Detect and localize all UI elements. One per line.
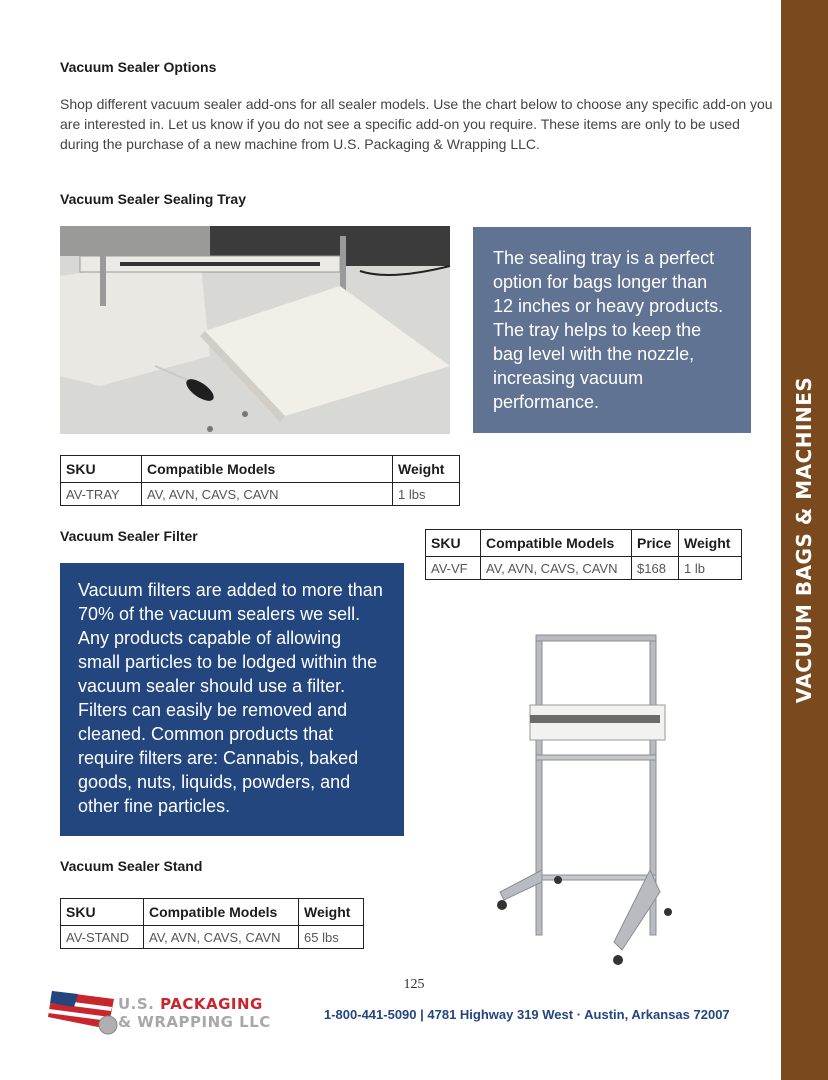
column-header: Price bbox=[632, 530, 679, 557]
table-cell: AV, AVN, CAVS, CAVN bbox=[144, 926, 299, 949]
column-header: SKU bbox=[426, 530, 481, 557]
column-header: SKU bbox=[61, 456, 142, 483]
table-cell: 1 lbs bbox=[393, 483, 460, 506]
column-header: Weight bbox=[393, 456, 460, 483]
column-header: Weight bbox=[679, 530, 742, 557]
options-heading: Vacuum Sealer Options bbox=[60, 59, 217, 75]
table-row bbox=[61, 926, 364, 949]
table-cell: AV-TRAY bbox=[61, 483, 142, 506]
column-header: Compatible Models bbox=[481, 530, 632, 557]
table-row bbox=[426, 557, 742, 580]
sealing-tray-illustration bbox=[60, 226, 450, 434]
filter-spec-table bbox=[425, 529, 742, 580]
tray-heading: Vacuum Sealer Sealing Tray bbox=[60, 191, 246, 207]
filter-heading: Vacuum Sealer Filter bbox=[60, 528, 198, 544]
table-header-row bbox=[426, 530, 742, 557]
table-header-row bbox=[61, 899, 364, 926]
table-cell: 65 lbs bbox=[299, 926, 364, 949]
options-intro: Shop different vacuum sealer add-ons for all sealer models. Use the chart below to choose any specific add-on you are interested in. Let us know if you do not see a specific add-on you require. These items are only to be used during the purchase of a new machine from U.S. Packaging & Wrapping LLC. bbox=[60, 96, 773, 152]
stand-heading: Vacuum Sealer Stand bbox=[60, 858, 203, 874]
logo-text-line1: U.S. PACKAGING bbox=[118, 995, 263, 1013]
table-cell: AV, AVN, CAVS, CAVN bbox=[142, 483, 393, 506]
table-cell: AV, AVN, CAVS, CAVN bbox=[481, 557, 632, 580]
contact-info: 1-800-441-5090 | 4781 Highway 319 West · Austin, Arkansas 72007 bbox=[324, 1007, 730, 1022]
logo-text-line2: & WRAPPING LLC bbox=[118, 1013, 271, 1031]
filter-callout: Vacuum filters are added to more than 70% of the vacuum sealers we sell. Any products capable of allowing small particles to be lodged within the vacuum sealer should use a filter. Filters can easily be removed and cleaned. Common products that require filters are: Cannabis, baked goods, nuts, liquids, powders, and other fine particles. bbox=[60, 563, 404, 836]
tray-callout: The sealing tray is a perfect option for bags longer than 12 inches or heavy products. The tray helps to keep the bag level with the nozzle, increasing vacuum performance. bbox=[473, 227, 751, 433]
table-cell: 1 lb bbox=[679, 557, 742, 580]
page-number: 125 bbox=[403, 977, 425, 992]
column-header: SKU bbox=[61, 899, 144, 926]
column-header: Compatible Models bbox=[142, 456, 393, 483]
table-cell: AV-VF bbox=[426, 557, 481, 580]
stand-spec-table bbox=[60, 898, 364, 949]
column-header: Compatible Models bbox=[144, 899, 299, 926]
side-banner-text: VACUUM BAGS & MACHINES bbox=[792, 376, 816, 704]
sealer-stand-photo bbox=[490, 630, 690, 970]
table-cell: AV-STAND bbox=[61, 926, 144, 949]
table-row bbox=[61, 483, 460, 506]
table-cell: $168 bbox=[632, 557, 679, 580]
table-header-row bbox=[61, 456, 460, 483]
column-header: Weight bbox=[299, 899, 364, 926]
sealing-tray-photo bbox=[60, 226, 450, 434]
tray-spec-table bbox=[60, 455, 460, 506]
